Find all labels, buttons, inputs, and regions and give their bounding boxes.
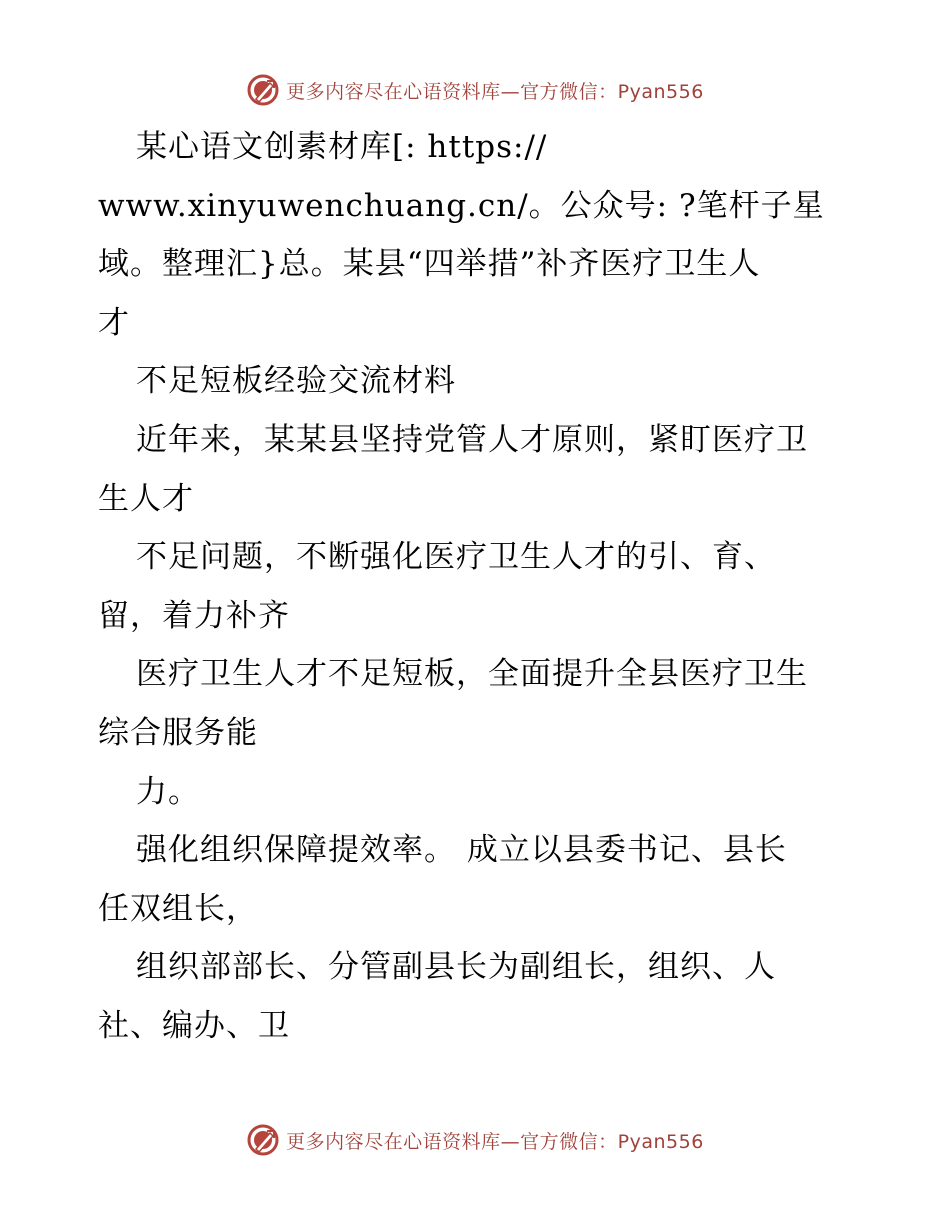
- body-line: 不足短板经验交流材料: [136, 363, 456, 400]
- body-line: 力。: [136, 773, 200, 810]
- body-line: 留，着力补齐: [98, 597, 290, 634]
- document-body: [98, 118, 858, 1056]
- body-line: 生人才: [98, 480, 194, 517]
- header-banner: [0, 70, 950, 110]
- body-line: 强化组织保障提效率。 成立以县委书记、县长: [136, 832, 787, 869]
- pen-nib-logo-icon: [246, 1123, 280, 1157]
- footer-banner-text: 更多内容尽在心语资料库—官方微信：Pyan556: [286, 1130, 704, 1153]
- body-line: 任双组长，: [98, 890, 258, 927]
- body-line: 某心语文创素材库[: https://: [136, 129, 548, 165]
- pen-nib-logo-icon: [246, 73, 280, 107]
- body-line: www.xinyuwenchuang.cn/。公众号: ?笔杆子星: [98, 187, 825, 224]
- footer-banner: [0, 1120, 950, 1160]
- body-line: 不足问题，不断强化医疗卫生人才的引、育、: [136, 539, 776, 576]
- header-banner-text: 更多内容尽在心语资料库—官方微信：Pyan556: [286, 80, 704, 103]
- body-line: 组织部部长、分管副县长为副组长，组织、人: [136, 949, 776, 986]
- body-line: 医疗卫生人才不足短板，全面提升全县医疗卫生: [136, 656, 808, 693]
- body-line: 域。整理汇}总。某县“四举措”补齐医疗卫生人: [98, 246, 761, 283]
- body-line: 社、编办、卫: [98, 1007, 290, 1044]
- body-line: 近年来，某某县坚持党管人才原则，紧盯医疗卫: [136, 421, 808, 458]
- body-line: 才: [98, 304, 130, 341]
- body-line: 综合服务能: [98, 714, 258, 751]
